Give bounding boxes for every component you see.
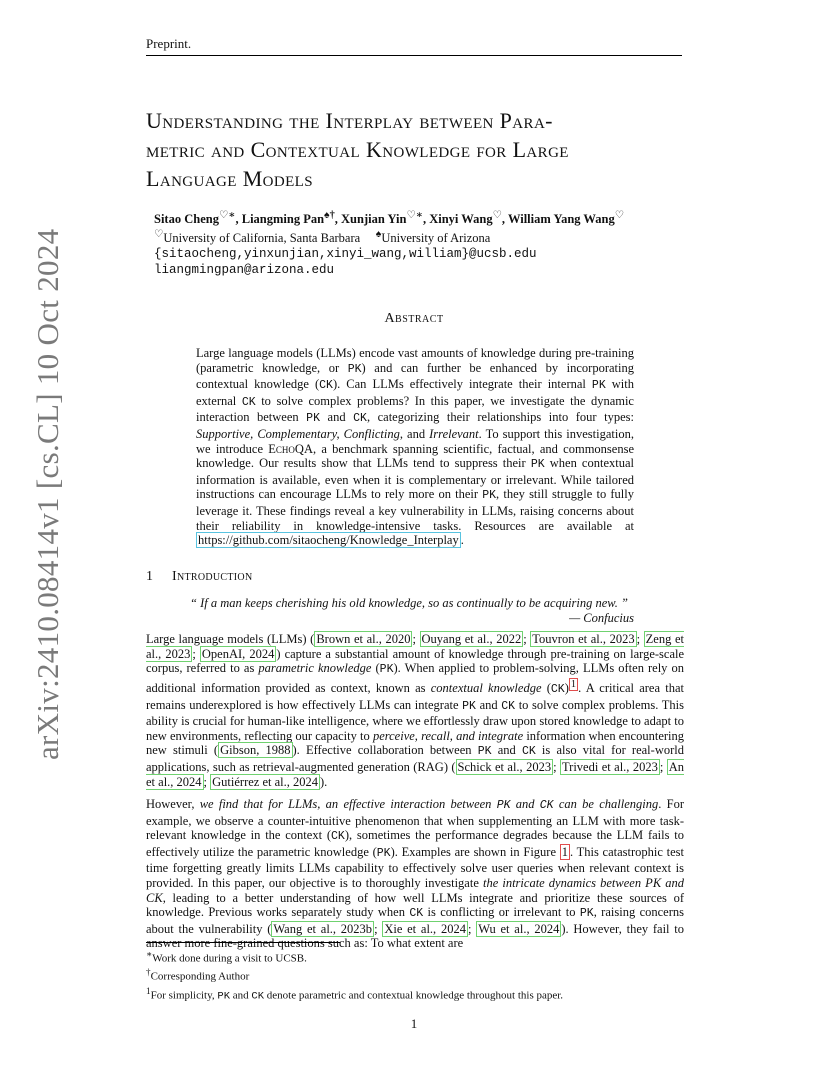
emphasis: we find that for LLMs, an effective interaction between	[199, 797, 497, 812]
title-line-3: Language Models	[146, 166, 313, 191]
citation-link[interactable]: Gibson, 1988	[220, 743, 291, 758]
text: ). Can LLMs effectively integrate their internal	[332, 377, 592, 392]
citation-link[interactable]: OpenAI, 2024	[201, 646, 275, 661]
text: . A critical area that remains underexplored is how effectively LLMs can integrate	[146, 680, 684, 712]
text: , they still struggle to fully leverage it. These findings reveal a key vulnerability in LLMs, raising concerns about their reliability in knowledge-intensive tasks. Resources are available at	[196, 487, 634, 533]
ck-term: CK	[319, 379, 333, 393]
footnote-divider	[146, 942, 340, 943]
text: (	[371, 661, 380, 676]
ck-term: CK	[331, 830, 345, 844]
affiliations	[154, 227, 684, 246]
text: . This catastrophic test time forgetting greatly limits LLMs capability to effectively solve user queries when relevant context is provided. In this paper, our objective is to thoroughly investigate	[146, 844, 685, 891]
footnote-text: Corresponding Author	[150, 970, 250, 983]
emphasis: perceive, recall, and integrate	[372, 728, 524, 743]
title-line-1: Understanding the Interplay between Para-	[146, 108, 553, 133]
figure-link[interactable]: 1	[561, 844, 568, 859]
text: , a benchmark spanning scientific, factual, and commonsense knowledge. Our results show that LLMs tend to suppress their	[196, 441, 634, 471]
affiliation-mark: ♡	[614, 210, 625, 221]
footnote-text: and	[230, 989, 252, 1002]
author-names: Sitao Cheng♡∗, Liangming Pan♠†, Xunjian Yin♡∗, Xinyi Wang♡, William Yang Wang♡	[154, 210, 625, 227]
text: to solve complex problems? In this paper, we investigate the dynamic interaction between	[196, 393, 634, 425]
text: with external	[196, 377, 634, 408]
ck-term: CK	[353, 412, 367, 426]
citation-link[interactable]: Xie et al., 2024	[384, 921, 466, 936]
affiliation-mark: ♠	[375, 229, 382, 241]
ck-term: CK	[501, 699, 516, 713]
page-number: 1	[410, 1016, 418, 1031]
text: and	[319, 410, 354, 425]
github-link[interactable]: https://github.com/sitaocheng/Knowledge_Interplay	[198, 533, 459, 548]
pk-term: PK	[462, 699, 476, 713]
text: ). However, they fail to answer more fine-grained questions such as: To what extent are	[146, 921, 685, 951]
affiliation-mark: ♡∗	[406, 210, 423, 221]
text: to solve complex problems. This ability is crucial for human-like intelligence, where we effortlessly draw upon stored knowledge to adapt to new environments, reflecting our capacity to	[146, 697, 684, 743]
affiliation-mark: ♡	[154, 229, 164, 241]
citation-link[interactable]: Brown et al., 2020	[316, 632, 411, 646]
pk-term: PK	[496, 799, 511, 813]
section-title: Introduction	[172, 569, 253, 584]
pk-term: PK	[477, 745, 492, 759]
relation-types: Supportive, Complementary, Conflicting	[196, 426, 400, 441]
author-name: Xinyi Wang	[429, 212, 493, 227]
pk-term: PK	[482, 489, 497, 503]
ck-term: CK	[409, 907, 424, 921]
ck-term: CK	[241, 395, 256, 409]
affiliation-mark: ♡	[492, 210, 502, 221]
footnote	[146, 966, 684, 984]
text: ). Effective collaboration between	[292, 743, 478, 758]
footnote-text: denote parametric and contextual knowledge throughout this paper.	[264, 989, 564, 1002]
pk-term: PK	[306, 412, 320, 426]
citation-link[interactable]: Wang et al., 2023b	[273, 921, 373, 936]
text: Large language models (LLMs) encode vast amounts of knowledge during pre-training (parametric knowledge, or	[196, 346, 634, 375]
affiliation-mark: ♡∗	[218, 210, 236, 221]
text: . To support this investigation, we introduce	[196, 426, 634, 456]
footnotes	[146, 948, 684, 1004]
ck-term: CK	[521, 745, 536, 759]
text: . For example, we observe a counter-intuitive phenomenon that when supplementing an LLM with more task-relevant knowledge in the context (	[146, 797, 685, 843]
ck-term: CK	[539, 799, 554, 813]
text: ). Examples are shown in Figure	[390, 844, 560, 859]
author-name: William Yang Wang	[507, 212, 615, 227]
emphasis: parametric knowledge	[258, 661, 372, 676]
abstract-heading: Abstract	[384, 311, 444, 326]
emphasis: and	[510, 797, 540, 812]
text: ) and can further be enhanced by incorporating contextual knowledge (	[196, 360, 635, 392]
text: , raising concerns about the vulnerability (	[146, 905, 684, 936]
citation-link[interactable]: Gutiérrez et al., 2024	[212, 774, 319, 789]
title-line-2: metric and Contextual Knowledge for Large	[146, 137, 569, 162]
citation-link[interactable]: Wu et al., 2024	[478, 921, 560, 936]
text: ) capture a substantial amount of knowledge through pre-training on large-scale corpus, referred to as	[146, 646, 685, 676]
affiliation: University of California, Santa Barbara	[163, 231, 361, 246]
pk-term: PK	[579, 907, 594, 921]
text: , leading to a better understanding of how well LLMs integrate and prioritize these sources of knowledge. Previous works separately study when	[146, 890, 684, 920]
pk-term: PK	[347, 362, 362, 376]
text: and	[491, 743, 522, 758]
footnote-mark: †	[146, 967, 151, 978]
pk-term: PK	[376, 846, 391, 860]
pk-term: PK	[379, 663, 394, 677]
text: ).	[320, 774, 328, 789]
footnote-text: Work done during a visit to UCSB.	[152, 952, 307, 965]
text: when contextual information is available, even when it is complementary or irrelevant. While tailored instructions can encourage LLMs to rely more on their	[196, 456, 634, 502]
relation-type-irrelevant: Irrelevant	[429, 426, 479, 441]
affiliation: University of Arizona	[381, 231, 491, 246]
citation-link[interactable]: Zeng et al., 2023	[146, 632, 684, 661]
email-line: {sitaocheng,yinxunjian,xinyi_wang,william}@ucsb.edu	[154, 247, 537, 262]
footnote-link[interactable]: 1	[570, 678, 577, 690]
footnote-text: For simplicity,	[150, 989, 218, 1002]
footnote	[146, 985, 684, 1004]
email-line: liangmingpan@arizona.edu	[154, 263, 335, 278]
citation-link[interactable]: Trivedi et al., 2023	[561, 759, 658, 774]
citation-link[interactable]: Ouyang et al., 2022	[421, 632, 522, 646]
footnote	[146, 948, 684, 966]
introduction-body	[146, 632, 684, 959]
emphasis: can be challenging	[553, 797, 659, 812]
text: However,	[146, 797, 200, 812]
pk-term: PK	[530, 458, 545, 472]
footnote-mark: ∗	[146, 949, 153, 959]
citation-link[interactable]: Touvron et al., 2023	[532, 632, 635, 646]
arxiv-stamp: arXiv:2410.08414v1 [cs.CL] 10 Oct 2024	[30, 228, 65, 760]
epigraph-attribution: — Confucius	[569, 610, 634, 625]
pk-term: PK	[217, 990, 231, 1003]
text: ), sometimes the performance degrades because the LLM fails to effectively utilize the parametric knowledge (	[146, 828, 684, 859]
epigraph	[190, 596, 634, 625]
footnote-mark: 1	[146, 985, 151, 996]
section-number: 1	[146, 569, 154, 584]
author-name: Liangming Pan	[241, 212, 325, 227]
author-name: Sitao Cheng	[154, 212, 219, 227]
citation-link[interactable]: An et al., 2024	[146, 759, 684, 789]
ck-term: CK	[550, 682, 565, 696]
epigraph-quote: “ If a man keeps cherishing his old knowledge, so as continually to be acquiring new. ”	[190, 596, 628, 610]
text: and	[475, 697, 502, 712]
author-name: Xunjian Yin	[341, 212, 407, 227]
paper-title	[146, 106, 686, 193]
text: , and	[399, 426, 430, 441]
abstract-body	[196, 346, 634, 548]
section-heading	[146, 569, 252, 585]
affiliation-mark: ♠†	[324, 210, 335, 221]
text: Large language models (LLMs) (	[146, 632, 315, 646]
pk-term: PK	[591, 379, 606, 393]
author-block	[154, 208, 684, 278]
running-head: Preprint.	[146, 36, 682, 56]
text: information when encountering new stimuli (	[146, 728, 684, 758]
paragraph: Large language models (LLMs) ( Brown et al., 2020 ; Ouyang et al., 2022 ; Touvron et al., 2023 ; Zeng et al., 2023 ; OpenAI, 2024 ) capture a substantial amount of knowledge through pre-training on large-scale corpus, referred to as parametric knowledge (PK). When applied to problem-solving, LLMs often rely on additional information provided as context, known as contextual knowledge (CK) $^1$ . A critical area that remains underexplored is how effectively LLMs can integrate PK and CK to solve complex problems. This ability is crucial for human-like intelligence, where we effortlessly draw upon stored knowledge to adapt to new environments, reflecting our capacity to perceive, recall, and integrate information when encountering new stimuli ( Gibson, 1988 ). Effective collaboration between PK and CK is also vital for real-world applications, such as retrieval-augmented generation (RAG) ( Schick et al., 2023 ; Trivedi et al., 2023 ; An et al., 2024 ; Gutiérrez et al., 2024 ).	[146, 632, 685, 789]
text: .	[460, 533, 464, 548]
text: is also vital for real-world applications, such as retrieval-augmented generation (RAG) (	[146, 743, 684, 774]
paragraph: However, we find that for LLMs, an effective interaction between PK and CK can be challenging. For example, we observe a counter-intuitive phenomenon that when supplementing an LLM with more task-relevant knowledge in the context (CK), sometimes the performance degrades because the LLM fails to effectively utilize the parametric knowledge (PK). Examples are shown in Figure 1 . This catastrophic test time forgetting greatly limits LLMs capability to effectively solve user queries when relevant context is provided. In this paper, our objective is to thoroughly investigate the intricate dynamics between PK and CK, leading to a better understanding of how well LLMs integrate and prioritize these sources of knowledge. Previous works separately study when CK is conflicting or irrelevant to PK, raising concerns about the vulnerability ( Wang et al., 2023b ; Xie et al., 2024 ; Wu et al., 2024 ). However, they fail to answer more fine-grained questions such as: To what extent are	[146, 797, 685, 951]
dataset-name: EchoQA	[268, 441, 313, 456]
citation-link[interactable]: Schick et al., 2023	[457, 759, 552, 774]
emphasis: contextual knowledge	[430, 680, 542, 695]
text: , categorizing their relationships into four types:	[366, 410, 634, 425]
text: ). When applied to problem-solving, LLMs often rely on additional information provided as context, known as	[146, 661, 684, 695]
ck-term: CK	[251, 990, 265, 1003]
text: is conflicting or irrelevant to	[423, 905, 580, 920]
emphasis: the intricate dynamics between PK and CK	[146, 876, 685, 905]
